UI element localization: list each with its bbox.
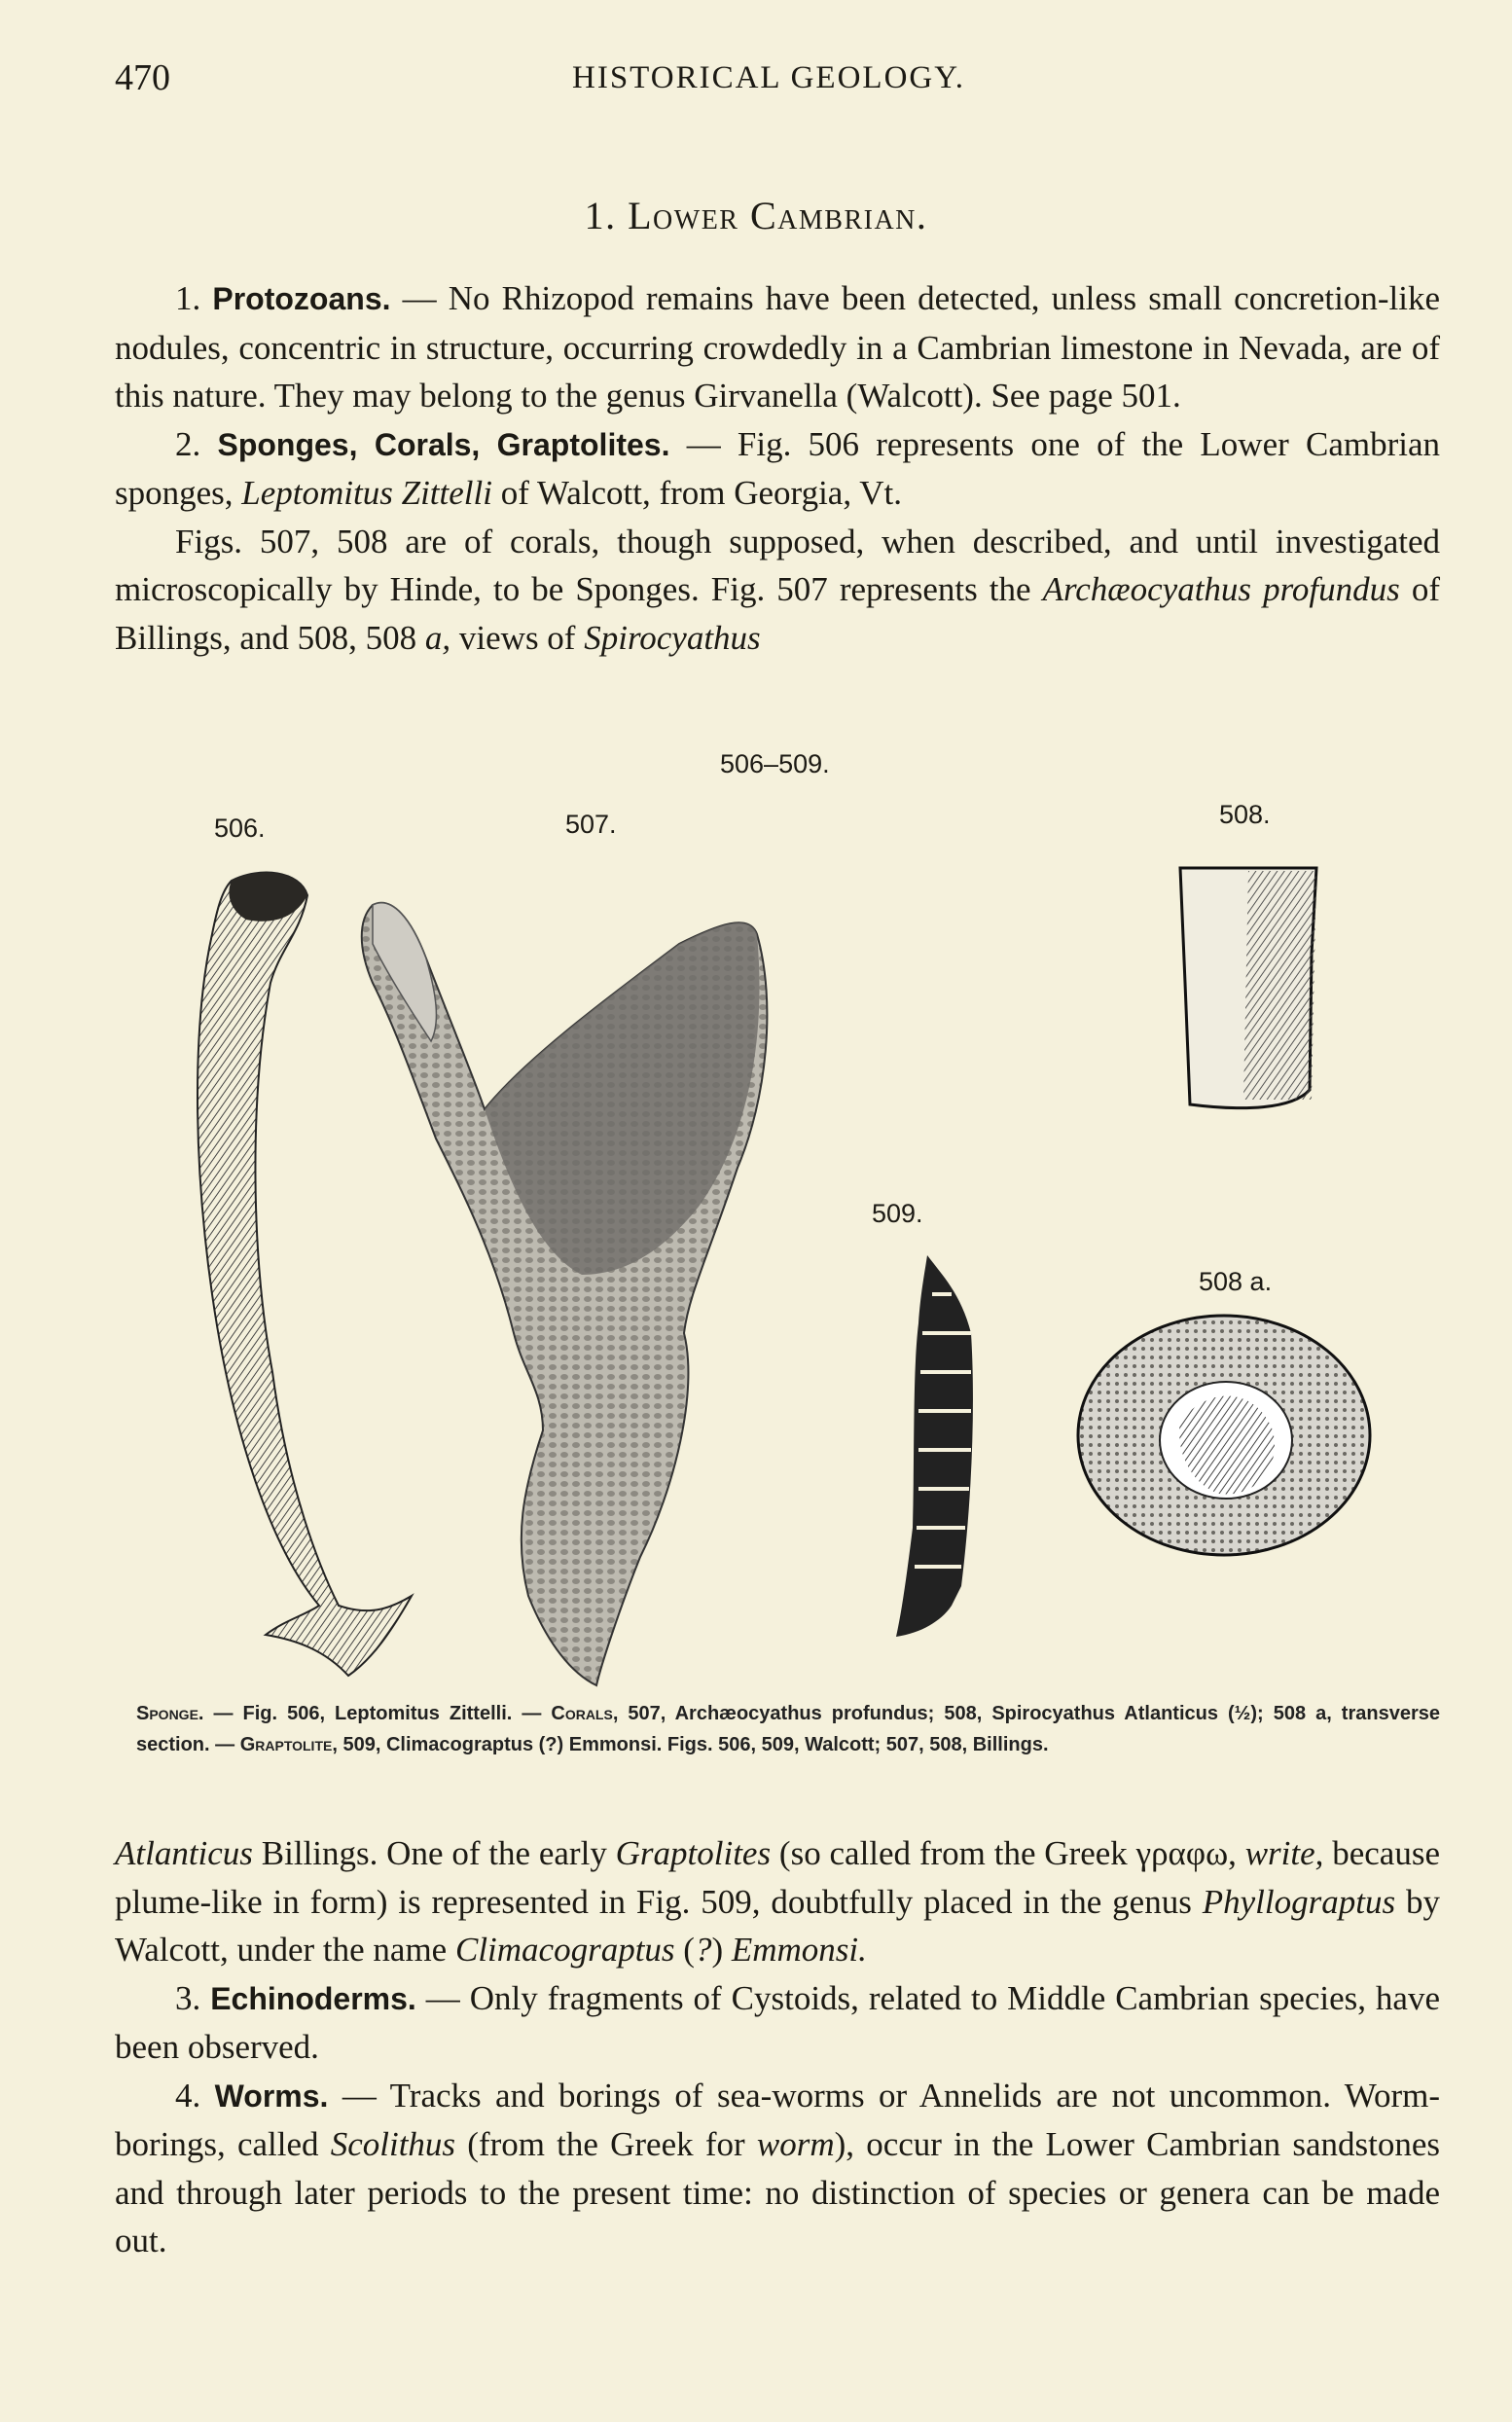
paragraph-number: 4.: [175, 2076, 201, 2115]
paragraph-text: because plume-like in form) is represented in Fig. 509, doubtfully placed in the genus: [115, 1834, 1440, 1921]
upper-text: [115, 274, 1440, 662]
paragraph-text: (from the Greek for: [455, 2125, 757, 2163]
paragraph-text: Billings. One of the early: [252, 1834, 616, 1872]
paragraph-heading: Echinoderms.: [210, 1980, 416, 2016]
figure-label-508a: 508 a.: [1199, 1267, 1273, 1296]
paragraph-heading: Worms.: [214, 2078, 329, 2114]
caption-text: 509, Climacograptus (?) Emmonsi. Figs. 506, 509, Walcott; 507, 508, Billings.: [337, 1734, 1049, 1755]
paragraph-text: (: [674, 1931, 695, 1969]
paragraph-text: ): [711, 1931, 732, 1969]
paragraph-number: 2.: [175, 424, 201, 463]
paragraph-text: by Walcott, under the name: [115, 1882, 1440, 1969]
running-head: HISTORICAL GEOLOGY.: [572, 60, 966, 95]
figure-letter: a,: [424, 618, 451, 657]
caption-text: — Fig. 506, Leptomitus Zittelli. —: [203, 1703, 552, 1724]
paragraph-text: — Only fragments of Cystoids, related to Middle Cambrian species, have been observed.: [115, 1978, 1440, 2066]
figure-label-509: 509.: [872, 1199, 923, 1228]
section-title: 1. Lower Cambrian.: [584, 194, 928, 237]
coral-508-drawing: [1180, 868, 1316, 1108]
species-name: Emmonsi.: [731, 1931, 867, 1969]
figure-group-label: 506–509.: [720, 749, 830, 778]
coral-508a-section-drawing: [1078, 1316, 1370, 1555]
genus-name: Scolithus: [330, 2125, 456, 2163]
uncertainty-mark: ?: [694, 1931, 712, 1969]
figure-label-506: 506.: [214, 813, 266, 843]
figure-caption: [136, 1698, 1440, 1760]
paragraph-echinoderms: [115, 1974, 1440, 2072]
paragraph-text: of Billings, and 508, 508: [115, 570, 1440, 657]
fossil-figure: [115, 749, 1440, 1703]
caption-category: Corals,: [551, 1703, 619, 1724]
paragraph-text: (so called from the Greek γραφω,: [771, 1834, 1245, 1872]
paragraph-heading: Sponges, Corals, Graptolites.: [217, 426, 670, 462]
paragraph-graptolites: [115, 1829, 1440, 1974]
caption-text: 507, Archæocyathus profundus; 508, Spirocyathus Atlanticus (½); 508 a, transverse section. —: [136, 1703, 1440, 1755]
paragraph-number: 1.: [175, 279, 201, 317]
paragraph-worms: [115, 2072, 1440, 2265]
genus-name: Phyllograptus: [1202, 1882, 1396, 1921]
term: worm: [756, 2125, 835, 2163]
figure-label-507: 507.: [565, 810, 617, 839]
paragraph-number: 3.: [175, 1978, 201, 2017]
caption-category: Graptolite,: [239, 1734, 338, 1755]
paragraph-corals: [115, 518, 1440, 663]
paragraph-text: Figs. 507, 508 are of corals, though supposed, when described, and until investigated microscopically by Hinde, to be Sponges. Fig. 507 represents the: [115, 522, 1440, 608]
paragraph-heading: Protozoans.: [212, 281, 391, 316]
species-name: Archæocyathus profundus: [1042, 570, 1400, 608]
paragraph-sponges: [115, 420, 1440, 518]
species-name: Climacograptus: [454, 1931, 675, 1969]
caption-category: Sponge.: [136, 1703, 204, 1724]
page-number: 470: [115, 57, 170, 98]
page-header: [115, 56, 1448, 105]
genus-name: Spirocyathus: [584, 618, 761, 657]
graptolite-509-drawing: [896, 1255, 973, 1637]
paragraph-text: ), occur in the Lower Cambrian sandstones and through later periods to the present time: no distinction of species or genera can be made out.: [115, 2125, 1440, 2259]
paragraph-text: views of: [450, 618, 585, 657]
paragraph-protozoans: [115, 274, 1440, 420]
term: write,: [1244, 1834, 1324, 1872]
species-name: Leptomitus Zittelli: [241, 474, 492, 512]
lower-text: [115, 1829, 1440, 2265]
paragraph-text: of Walcott, from Georgia, Vt.: [491, 474, 902, 512]
fossil-illustrations: [115, 749, 1440, 1703]
paragraph-text: — No Rhizopod remains have been detected, unless small concretion-like nodules, concentric in structure, occurring crowdedly in a Cambrian limestone in Nevada, are of this nature. They may belong to the genus Girvanella (Walcott). See page 501.: [115, 279, 1441, 415]
paragraph-text: — Fig. 506 represents one of the Lower Cambrian sponges,: [115, 424, 1441, 512]
paragraph-text: — Tracks and borings of sea-worms or Annelids are not uncommon. Worm-borings, called: [115, 2076, 1441, 2163]
species-name: Atlanticus: [115, 1834, 253, 1872]
figure-label-508: 508.: [1219, 800, 1271, 829]
coral-507-drawing: [362, 903, 768, 1685]
term: Graptolites: [615, 1834, 772, 1872]
